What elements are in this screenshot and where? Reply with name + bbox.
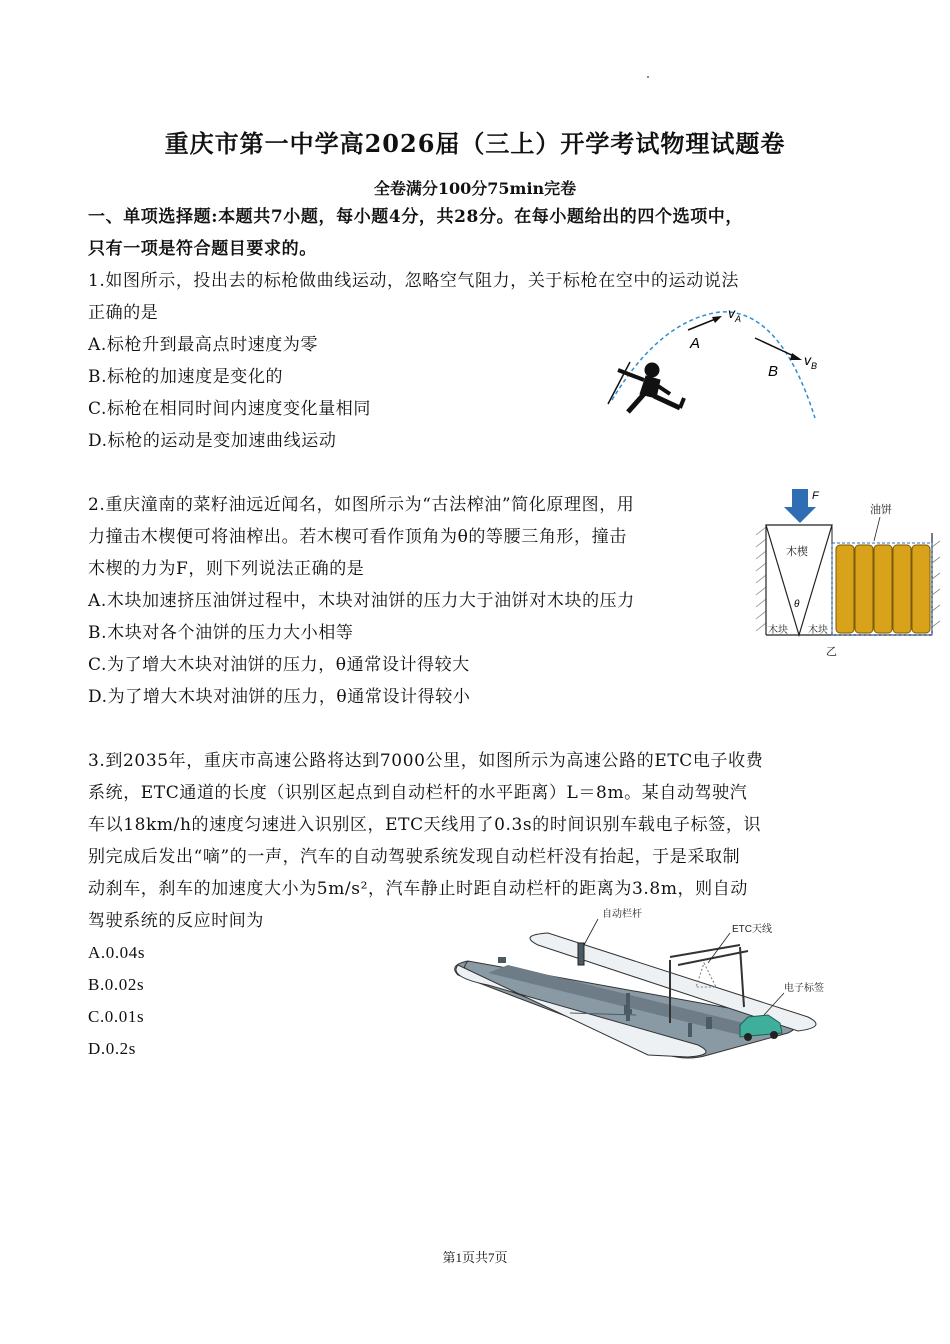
q3-option-d: D.0.2s	[88, 1039, 136, 1058]
q2-option-b: B.木块对各个油饼的压力大小相等	[88, 623, 354, 643]
q1-stem-line1: 1.如图所示，投出去的标枪做曲线运动，忽略空气阻力，关于标枪在空中的运动说法	[88, 271, 740, 291]
q1-option-d: D.标枪的运动是变加速曲线运动	[88, 431, 337, 451]
label-vb: $v_B$	[804, 352, 818, 371]
label-block-right: 木块	[808, 625, 828, 636]
q2-option-d: D.为了增大木块对油饼的压力，θ通常设计得较小	[88, 687, 471, 707]
q3-stem-line2: 系统，ETC通道的长度（识别区起点到自动栏杆的水平距离）L＝8m。某自动驾驶汽	[88, 783, 748, 803]
q3-stem-line5: 动刹车，刹车的加速度大小为5m/s²，汽车静止时距自动栏杆的距离为3.8m，则自动	[88, 879, 748, 899]
label-a: A	[690, 335, 701, 352]
athlete-silhouette	[618, 363, 684, 412]
q2-oil-press-figure	[752, 485, 942, 660]
scan-dot	[647, 76, 649, 78]
label-barrier: 自动栏杆	[602, 909, 642, 920]
q3-stem-line1: 3.到2035年，重庆市高速公路将达到7000公里，如图所示为高速公路的ETC电子收费	[88, 751, 764, 771]
label-block-left: 木块	[768, 625, 788, 636]
q2-stem-line2: 力撞击木楔便可将油榨出。若木楔可看作顶角为θ的等腰三角形，撞击	[88, 527, 627, 547]
q3-stem-line3: 车以18km/h的速度匀速进入识别区，ETC天线用了0.3s的时间识别车载电子标签，识	[88, 815, 762, 835]
page-title: 重庆市第一中学高2026届（三上）开学考试物理试题卷	[164, 129, 786, 158]
label-oil-cake: 油饼	[870, 504, 892, 516]
q3-option-a: A.0.04s	[88, 943, 146, 962]
label-wedge: 木楔	[786, 546, 808, 558]
label-theta: θ	[794, 599, 800, 610]
q3-option-b: B.0.02s	[88, 975, 145, 994]
q3-etc-figure	[448, 905, 838, 1065]
figure-caption: 乙	[826, 646, 837, 658]
q2-stem-line1: 2.重庆潼南的菜籽油远近闻名，如图所示为“古法榨油”简化原理图，用	[88, 495, 635, 515]
q3-stem-line4: 别完成后发出“嘀”的一声，汽车的自动驾驶系统发现自动栏杆没有抬起，于是采取制	[88, 847, 741, 867]
q3-stem-line6: 驾驶系统的反应时间为	[88, 911, 264, 931]
q2-stem-line3: 木楔的力为F，则下列说法正确的是	[88, 559, 365, 579]
label-tag: 电子标签	[784, 983, 824, 994]
q1-option-b: B.标枪的加速度是变化的	[88, 367, 284, 387]
page-number: 第1页共7页	[442, 1250, 508, 1265]
q1-option-c: C.标枪在相同时间内速度变化量相同	[88, 399, 372, 419]
q1-option-a: A.标枪升到最高点时速度为零	[88, 335, 319, 355]
label-force: F	[812, 490, 819, 502]
page-subtitle: 全卷满分100分75min完卷	[373, 179, 577, 198]
wedge-shape	[766, 525, 832, 635]
q2-option-a: A.木块加速挤压油饼过程中，木块对油饼的压力大于油饼对木块的压力	[88, 591, 635, 611]
section-heading-line1: 一、单项选择题:本题共7小题，每小题4分，共28分。在每小题给出的四个选项中，	[88, 207, 743, 227]
q1-stem-line2: 正确的是	[88, 303, 159, 323]
trajectory-curve	[612, 312, 818, 418]
q2-option-c: C.为了增大木块对油饼的压力，θ通常设计得较大	[88, 655, 470, 675]
q1-javelin-figure	[600, 300, 840, 425]
label-va: $v_A$	[728, 305, 742, 324]
oil-cakes	[836, 545, 930, 633]
label-antenna: ETC天线	[732, 924, 772, 935]
q3-option-c: C.0.01s	[88, 1007, 145, 1026]
label-b: B	[768, 363, 779, 380]
section-heading-line2: 只有一项是符合题目要求的。	[88, 239, 317, 259]
